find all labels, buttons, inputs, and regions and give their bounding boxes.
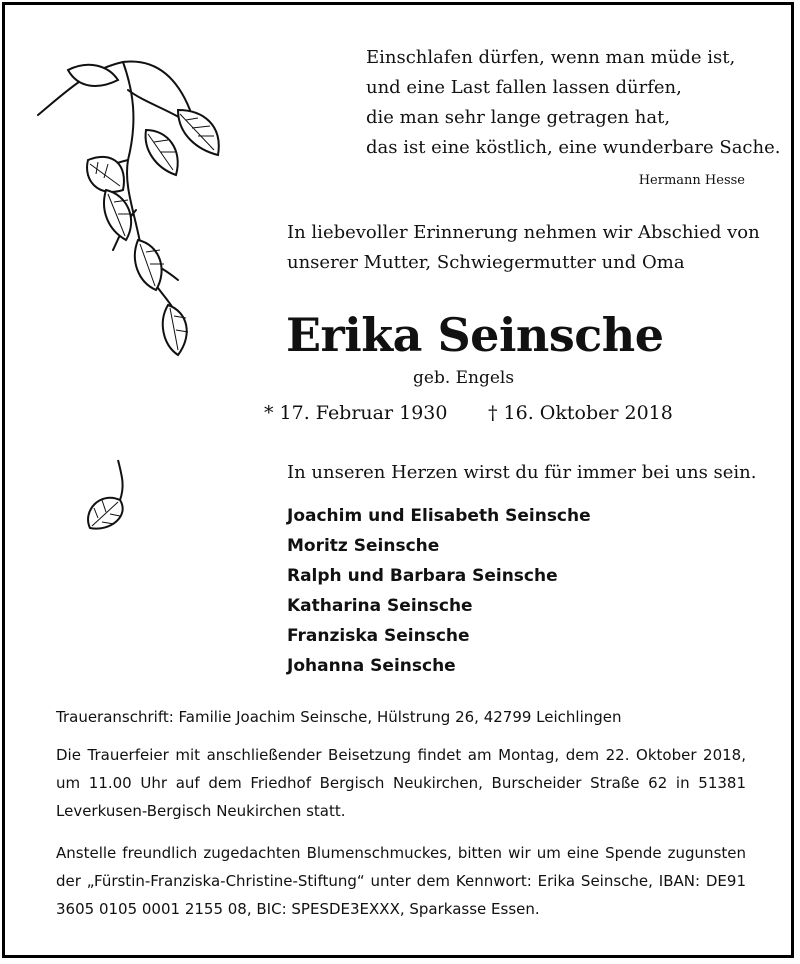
funeral-details: Die Trauerfeier mit anschließender Beisetzung findet am Montag, dem 22. Oktober 2018, um 11.00 Uhr auf dem Friedhof Bergisch Neukirchen, Burscheider Straße 62 in 51381 Leverkusen-Bergisch Neukirchen statt. — [56, 746, 746, 820]
poem-line-3: die man sehr lange getragen hat, — [366, 107, 671, 128]
memorial-phrase: In unseren Herzen wirst du für immer bei uns sein. — [287, 462, 757, 483]
death-date: † 16. Oktober 2018 — [488, 402, 673, 424]
family-member: Johanna Seinsche — [287, 656, 456, 676]
falling-leaf-illustration — [80, 456, 140, 536]
birch-branch-illustration — [28, 50, 238, 370]
maiden-name: geb. Engels — [413, 368, 515, 388]
poem-author: Hermann Hesse — [638, 173, 745, 188]
family-member: Katharina Seinsche — [287, 596, 473, 616]
birth-date: * 17. Februar 1930 — [264, 402, 448, 424]
poem-line-1: Einschlafen dürfen, wenn man müde ist, — [366, 47, 736, 68]
family-member: Moritz Seinsche — [287, 536, 440, 556]
donation-request: Anstelle freundlich zugedachten Blumenschmuckes, bitten wir um eine Spende zugunsten der „Fürstin-Franziska-Christine-Stiftung“ unter dem Kennwort: Erika Seinsche, IBAN: DE91 3605 0105 0001 2155 08, BIC: SPESDE3EXXX, Sparkasse Essen. — [56, 844, 746, 918]
intro-line-2: unserer Mutter, Schwiegermutter und Oma — [287, 252, 685, 273]
poem-line-2: und eine Last fallen lassen dürfen, — [366, 77, 682, 98]
intro-line-1: In liebevoller Erinnerung nehmen wir Abschied von — [287, 222, 760, 243]
mourning-address: Traueranschrift: Familie Joachim Seinsche, Hülstrung 26, 42799 Leichlingen — [56, 708, 622, 726]
family-member: Ralph und Barbara Seinsche — [287, 566, 558, 586]
poem-line-4: das ist eine köstlich, eine wunderbare Sache. — [366, 137, 781, 158]
family-member: Joachim und Elisabeth Seinsche — [287, 506, 591, 526]
family-member: Franziska Seinsche — [287, 626, 470, 646]
deceased-name: Erika Seinsche — [286, 308, 664, 362]
